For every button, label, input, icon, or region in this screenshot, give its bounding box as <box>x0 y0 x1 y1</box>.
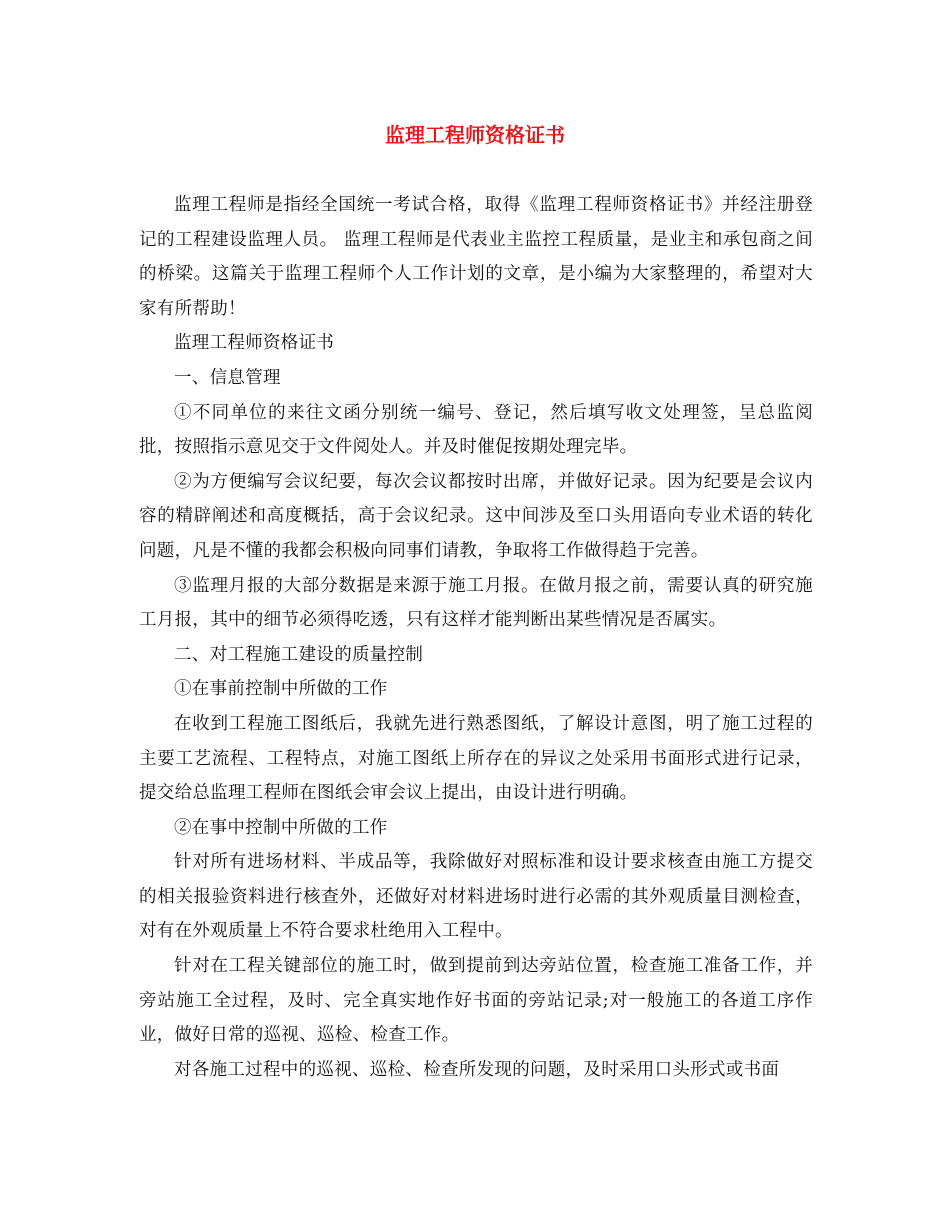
subsection-heading: ②在事中控制中所做的工作 <box>174 817 388 838</box>
paragraph: 监理工程师是指经全国统一考试合格，取得《监理工程师资格证书》并经注册登记的工程建设监理人员。 监理工程师是代表业主监控工程质量，是业主和承包商之间的桥梁。这篇关于监理工程师个人工作计划的文章，是小编为大家整理的，希望对大家有所帮助！ <box>139 195 813 319</box>
paragraph: ③监理月报的大部分数据是来源于施工月报。在做月报之前，需要认真的研究施工月报，其中的细节必须得吃透，只有这样才能判断出某些情况是否属实。 <box>139 575 813 631</box>
section-heading: 一、信息管理 <box>174 367 281 388</box>
paragraph: 在收到工程施工图纸后，我就先进行熟悉图纸，了解设计意图，明了施工过程的主要工艺流程、工程特点，对施工图纸上所存在的异议之处采用书面形式进行记录，提交给总监理工程师在图纸会审会议上提出，由设计进行明确。 <box>139 713 813 804</box>
paragraph: ②为方便编写会议纪要，每次会议都按时出席，并做好记录。因为纪要是会议内容的精辟阐述和高度概括，高于会议纪录。这中间涉及至口头用语向专业术语的转化问题，凡是不懂的我都会积极向同事们请教，争取将工作做得趋于完善。 <box>139 471 813 561</box>
paragraph: 监理工程师资格证书 <box>174 333 335 354</box>
subsection-heading: ①在事前控制中所做的工作 <box>174 679 388 700</box>
paragraph: 针对所有进场材料、半成品等，我除做好对照标准和设计要求核查由施工方提交的相关报验资料进行核查外，还做好对材料进场时进行必需的其外观质量目测检查，对有在外观质量上不符合要求杜绝用入工程中。 <box>139 852 813 942</box>
document-body <box>139 188 813 1087</box>
document-title: 监理工程师资格证书 <box>385 123 565 147</box>
paragraph: ①不同单位的来往文函分别统一编号、登记，然后填写收文处理签，呈总监阅批，按照指示意见交于文件阅处人。并及时催促按期处理完毕。 <box>139 402 813 458</box>
paragraph: 针对在工程关键部位的施工时，做到提前到达旁站位置，检查施工准备工作，并旁站施工全过程，及时、完全真实地作好书面的旁站记录;对一般施工的各道工序作业，做好日常的巡视、巡检、检查工作。 <box>139 956 813 1046</box>
section-heading: 二、对工程施工建设的质量控制 <box>174 644 424 665</box>
paragraph: 对各施工过程中的巡视、巡检、检查所发现的问题，及时采用口头形式或书面 <box>174 1059 780 1080</box>
